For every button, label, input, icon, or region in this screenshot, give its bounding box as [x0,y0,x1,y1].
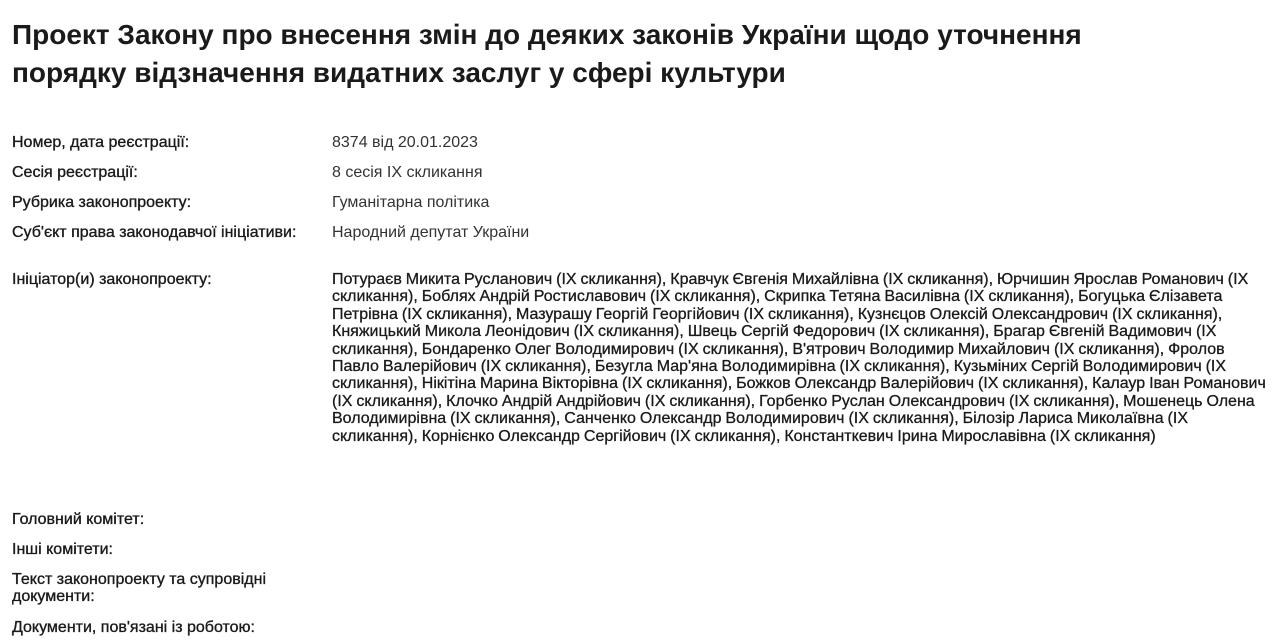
field-value-session: 8 сесія IX скликання [332,164,483,181]
field-row-initiators [12,271,1274,445]
field-label: Номер, дата реєстрації: [12,134,190,151]
field-row-session [12,164,1274,181]
field-row-registration [12,134,1274,151]
field-row-other-committees [12,541,1274,558]
field-value-initiators: Потураєв Микита Русланович (IX скликання), Кравчук Євгенія Михайлівна (IX скликання), Юрчишин Ярослав Романович (IX скликання), Боблях Андрій Ростиславович (IX скликання), Скрипка Тетяна Василівна (IX скликання), Богуцька Єлізавета Петрівна (IX скликання), Мазурашу Георгій Георгійович (IX скликання), Кузнєцов Олексій Олександрович (IX скликання), Княжицький Микола Леонідович (IX скликання), Швець Сергій Федорович (IX скликання), Брагар Євгеній Вадимович (IX скликання), Бондаренко Олег Володимирович (IX скликання), В'ятрович Володимир Михайлович (IX скликання), Фролов Павло Валерійович (IX скликання), Безугла Мар'яна Володимирівна (IX скликання), Кузьміних Сергій Володимирович (IX скликання), Нікітіна Марина Вікторівна (IX скликання), Божков Олександр Валерійович (IX скликання), Калаур Іван Романович (IX скликання), Клочко Андрій Андрійович (IX скликання), Горбенко Руслан Олександрович (IX скликання), Мошенець Олена Володимирівна (IX скликання), Санченко Олександр Володимирович (IX скликання), Білозір Лариса Миколаївна (IX скликання), Корнієнко Олександр Сергійович (IX скликання), Константкевич Ірина Мирославівна (IX скликання) [332,271,1266,445]
field-value-subject: Народний депутат України [332,224,530,241]
field-label: Рубрика законопроекту: [12,194,192,211]
field-row-bill-text [12,571,1274,605]
field-row-related-documents [12,619,1274,636]
field-label: Документи, пов'язані із роботою: [12,619,255,636]
page-title: Проект Закону про внесення змін до деяких законів України щодо уточнення порядку відзначення видатних заслуг у сфері культури [12,19,1082,88]
field-row-rubric [12,194,1274,211]
field-value-registration-number: 8374 від 20.01.2023 [332,134,478,151]
field-value-rubric: Гуманітарна політика [332,194,490,211]
field-label: Текст законопроекту та супровідні документи: [12,571,266,605]
field-label: Головний комітет: [12,511,145,528]
field-label: Сесія реєстрації: [12,164,138,181]
field-row-subject [12,224,1274,241]
field-row-main-committee [12,511,1274,528]
field-label: Ініціатор(и) законопроекту: [12,271,212,288]
field-label: Суб'єкт права законодавчої ініціативи: [12,224,297,241]
field-label: Інші комітети: [12,541,113,558]
